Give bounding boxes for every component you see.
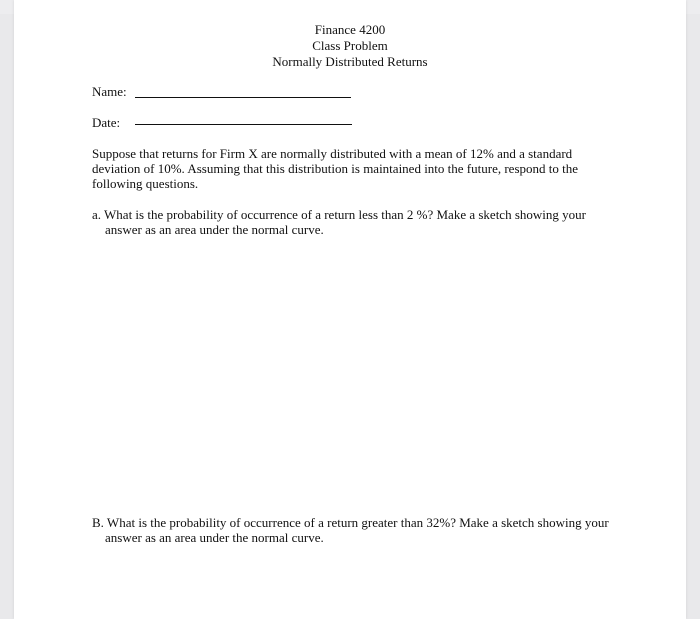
name-line <box>135 97 351 98</box>
title-block <box>14 22 686 70</box>
date-label: Date: <box>92 115 121 130</box>
intro-paragraph: Suppose that returns for Firm X are normally distributed with a mean of 12% and a standard deviation of 10%. Assuming that this distribution is maintained into the future, respond to the following questions. <box>92 146 578 191</box>
document-subtitle: Class Problem <box>312 38 388 53</box>
name-field <box>92 84 127 100</box>
question-b: B. What is the probability of occurrence of a return greater than 32%? Make a sketch showing your answer as an area under the normal curve. <box>92 515 609 545</box>
document-page <box>14 0 686 619</box>
question-a: a. What is the probability of occurrence of a return less than 2 %? Make a sketch showing your answer as an area under the normal curve. <box>92 207 586 237</box>
course-title: Finance 4200 <box>314 22 386 37</box>
date-field <box>92 115 120 131</box>
name-label: Name: <box>92 84 127 99</box>
date-line <box>135 124 352 125</box>
document-topic: Normally Distributed Returns <box>272 54 428 69</box>
